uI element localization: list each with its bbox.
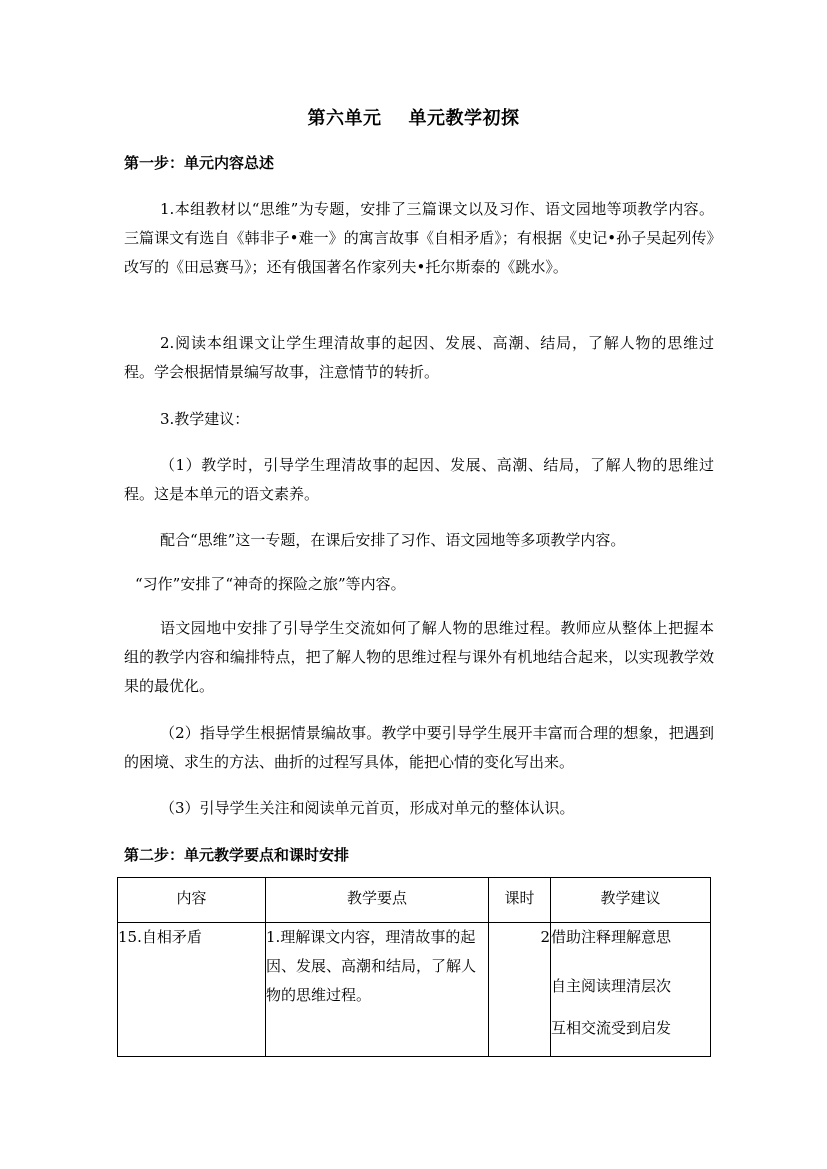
header-content: 内容 bbox=[118, 878, 266, 923]
suggestion-item: 互相交流受到启发 bbox=[551, 1019, 672, 1037]
page-title: 第六单元 单元教学初探 bbox=[307, 108, 520, 129]
paragraph-2: 2.阅读本组课文让学生理清故事的起因、发展、高潮、结局，了解人物的思维过程。学会根据情景编写故事，注意情节的转折。 bbox=[124, 334, 714, 381]
paragraph-4: （1）教学时，引导学生理清故事的起因、发展、高潮、结局，了解人物的思维过程。这是本单元的语文素养。 bbox=[124, 456, 714, 503]
header-teaching-points: 教学要点 bbox=[266, 878, 489, 923]
paragraph-6: “习作”安排了“神奇的探险之旅”等内容。 bbox=[135, 575, 406, 593]
header-teaching-suggestions: 教学建议 bbox=[551, 878, 711, 923]
paragraph-5: 配合“思维”这一专题，在课后安排了习作、语文园地等多项教学内容。 bbox=[160, 531, 626, 549]
cell-teaching-points: 1.理解课文内容，理清故事的起因、发展、高潮和结局，了解人物的思维过程。 bbox=[266, 923, 489, 1057]
paragraph-8: （2）指导学生根据情景编故事。教学中要引导学生展开丰富而合理的想象，把遇到的困境、求生的方法、曲折的过程写具体，能把心情的变化写出来。 bbox=[124, 724, 714, 771]
section-heading-schedule: 第二步：单元教学要点和课时安排 bbox=[124, 846, 350, 864]
table-row bbox=[118, 923, 711, 1057]
cell-lesson-title: 15.自相矛盾 bbox=[118, 923, 266, 1057]
cell-teaching-suggestions bbox=[551, 923, 711, 1057]
suggestion-item: 借助注释理解意思 bbox=[551, 928, 672, 946]
header-class-hours: 课时 bbox=[489, 878, 551, 923]
table-header-row bbox=[118, 878, 711, 923]
paragraph-1: 1.本组教材以“思维”为专题，安排了三篇课文以及习作、语文园地等项教学内容。三篇课文有选自《韩非子•难一》的寓言故事《自相矛盾》；有根据《史记•孙子吴起列传》改写的《田忌赛马》；还有俄国著名作家列夫•托尔斯泰的《跳水》。 bbox=[124, 200, 714, 276]
paragraph-9: （3）引导学生关注和阅读单元首页，形成对单元的整体认识。 bbox=[160, 799, 575, 817]
schedule-table bbox=[117, 877, 711, 1057]
cell-class-hours: 2 bbox=[489, 923, 551, 1057]
suggestion-item: 自主阅读理清层次 bbox=[551, 977, 672, 995]
paragraph-3: 3.教学建议： bbox=[160, 410, 250, 428]
paragraph-7: 语文园地中安排了引导学生交流如何了解人物的思维过程。教师应从整体上把握本组的教学内容和编排特点，把了解人物的思维过程与课外有机地结合起来，以实现教学效果的最优化。 bbox=[124, 619, 714, 695]
section-heading-overview: 第一步：单元内容总述 bbox=[124, 154, 275, 172]
